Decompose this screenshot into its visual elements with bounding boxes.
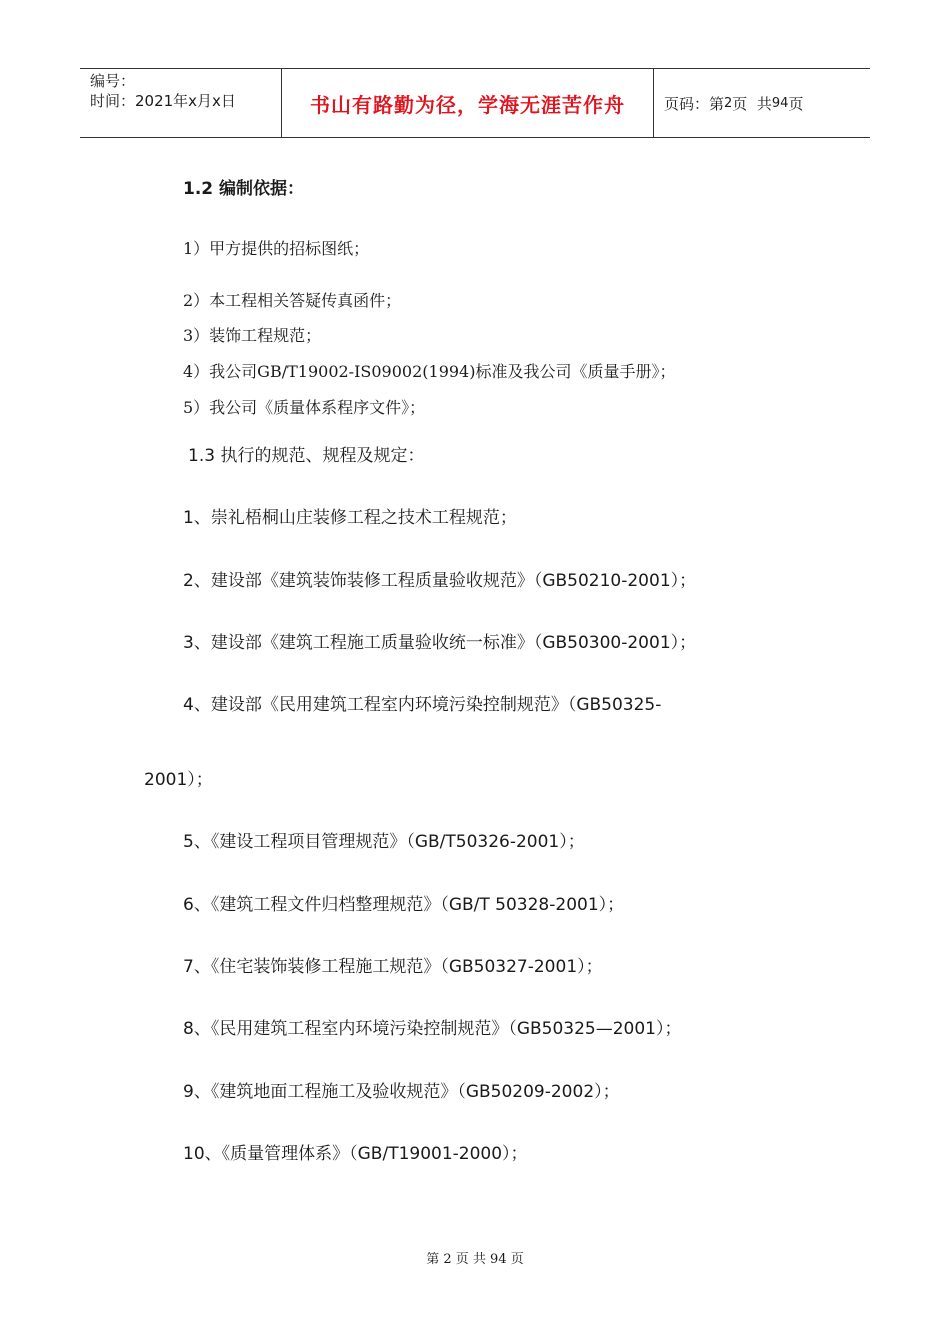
page-info-suffix: 页 — [788, 94, 804, 113]
document-number-label: 编号： — [90, 72, 136, 90]
page-footer: 第 2 页 共 94 页 — [426, 1252, 524, 1267]
standard-item-2: 2、建设部《建筑装饰装修工程质量验收规范》（GB50210-2001）； — [183, 571, 697, 591]
basis-item-4: 4）我公司GB/T19002-IS09002(1994)标准及我公司《质量手册》； — [183, 362, 676, 381]
header-motto-cell — [282, 69, 654, 137]
standard-item-1: 1、崇礼梧桐山庄装修工程之技术工程规范； — [183, 508, 517, 528]
section-1-2-heading: 1.2 编制依据： — [183, 179, 305, 199]
basis-item-2: 2）本工程相关答疑传真函件； — [183, 291, 402, 310]
page-info-prefix: 页码：第 — [664, 94, 725, 113]
standard-item-4: 4、建设部《民用建筑工程室内环境污染控制规范》（GB50325- — [183, 695, 662, 715]
page-header — [80, 68, 870, 138]
basis-item-3: 3）装饰工程规范； — [183, 326, 322, 345]
standard-item-4-continuation: 2001）； — [144, 770, 213, 790]
basis-item-1: 1）甲方提供的招标图纸； — [183, 239, 370, 258]
document-date: 时间：2021年x月x日 — [90, 92, 236, 110]
standard-item-5: 5、《建设工程项目管理规范》（GB/T50326-2001）； — [183, 832, 585, 852]
header-meta — [80, 69, 282, 137]
standard-item-8: 8、《民用建筑工程室内环境污染控制规范》（GB50325—2001）； — [183, 1019, 682, 1039]
standard-item-3: 3、建设部《建筑工程施工质量验收统一标准》（GB50300-2001）； — [183, 633, 697, 653]
page-total: 94 — [771, 95, 789, 111]
page-current: 2 — [724, 95, 733, 111]
header-motto: 书山有路勤为径，学海无涯苦作舟 — [310, 92, 625, 117]
page-info-middle: 页 共 — [732, 94, 772, 113]
section-1-3-heading: 1.3 执行的规范、规程及规定： — [188, 446, 425, 466]
standard-item-6: 6、《建筑工程文件归档整理规范》（GB/T 50328-2001）； — [183, 895, 625, 915]
standard-item-7: 7、《住宅装饰装修工程施工规范》（GB50327-2001）； — [183, 957, 603, 977]
standard-item-9: 9、《建筑地面工程施工及验收规范》（GB50209-2002）； — [183, 1082, 620, 1102]
header-page-info — [654, 69, 870, 137]
standard-item-10: 10、《质量管理体系》（GB/T19001-2000）； — [183, 1144, 528, 1164]
basis-item-5: 5）我公司《质量体系程序文件》； — [183, 398, 426, 417]
